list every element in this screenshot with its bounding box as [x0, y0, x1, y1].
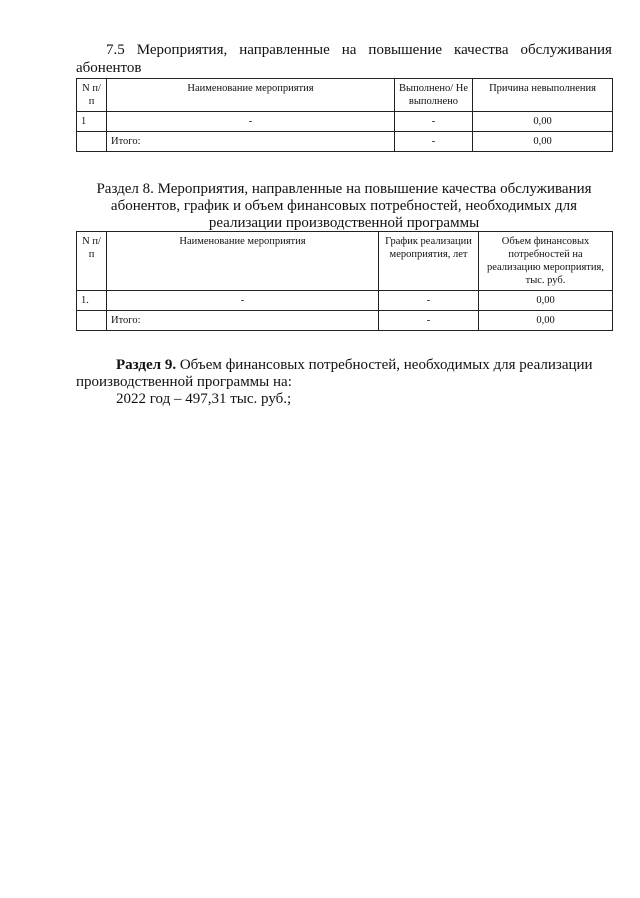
table-cell: 1 [77, 112, 107, 132]
measures-table-8 [76, 231, 613, 331]
section-9 [76, 357, 612, 408]
section-8-heading: Раздел 8. Мероприятия, направленные на повышение качества обслуживания абонентов, график и объем финансовых потребностей, необходимых для реализации производственной программы [96, 181, 592, 231]
section-9-label: Раздел 9. [116, 357, 177, 373]
table-header-row [77, 232, 613, 291]
table-cell: 0,00 [473, 112, 613, 132]
table-cell: - [107, 112, 395, 132]
table-cell: - [107, 291, 379, 311]
section-9-text: Объем финансовых потребностей, необходимых для реализации производственной программы на: [76, 357, 593, 390]
section-7-5-heading [76, 41, 612, 77]
table-cell: - [379, 291, 479, 311]
heading-word: качества [454, 42, 509, 58]
section-7-5-line1 [76, 41, 612, 59]
column-header: N п/п [77, 232, 107, 291]
heading-word: Мероприятия, [136, 42, 228, 58]
section-9-paragraph [76, 357, 612, 391]
section-9-amount: 2022 год – 497,31 тыс. руб.; [116, 391, 292, 407]
table-row-total [77, 311, 613, 331]
section-7-5-line2: абонентов [76, 60, 142, 76]
measures-table-7-5 [76, 78, 613, 152]
column-header: График реализации мероприятия, лет [379, 232, 479, 291]
heading-word: 7.5 [106, 42, 125, 58]
table-cell: 0,00 [473, 132, 613, 152]
table-cell: - [395, 132, 473, 152]
column-header: Выполнено/ Не выполнено [395, 79, 473, 112]
column-header: Объем финансовых потребностей на реализацию мероприятия, тыс. руб. [479, 232, 613, 291]
table-cell: 0,00 [479, 311, 613, 331]
table-cell: 0,00 [479, 291, 613, 311]
heading-word: на [341, 42, 357, 58]
table-cell: Итого: [107, 132, 395, 152]
table-cell [77, 132, 107, 152]
heading-word: направленные [239, 42, 330, 58]
heading-word: повышение [368, 42, 443, 58]
table-cell: - [395, 112, 473, 132]
column-header: N п/п [77, 79, 107, 112]
column-header: Наименование мероприятия [107, 79, 395, 112]
table-cell: 1. [77, 291, 107, 311]
table-header-row [77, 79, 613, 112]
table-cell: Итого: [107, 311, 379, 331]
table-row-total [77, 132, 613, 152]
column-header: Причина невыполнения [473, 79, 613, 112]
table-cell [77, 311, 107, 331]
table-cell: - [379, 311, 479, 331]
table-row [77, 291, 613, 311]
column-header: Наименование мероприятия [107, 232, 379, 291]
heading-word: обслуживания [520, 42, 612, 58]
table-row [77, 112, 613, 132]
